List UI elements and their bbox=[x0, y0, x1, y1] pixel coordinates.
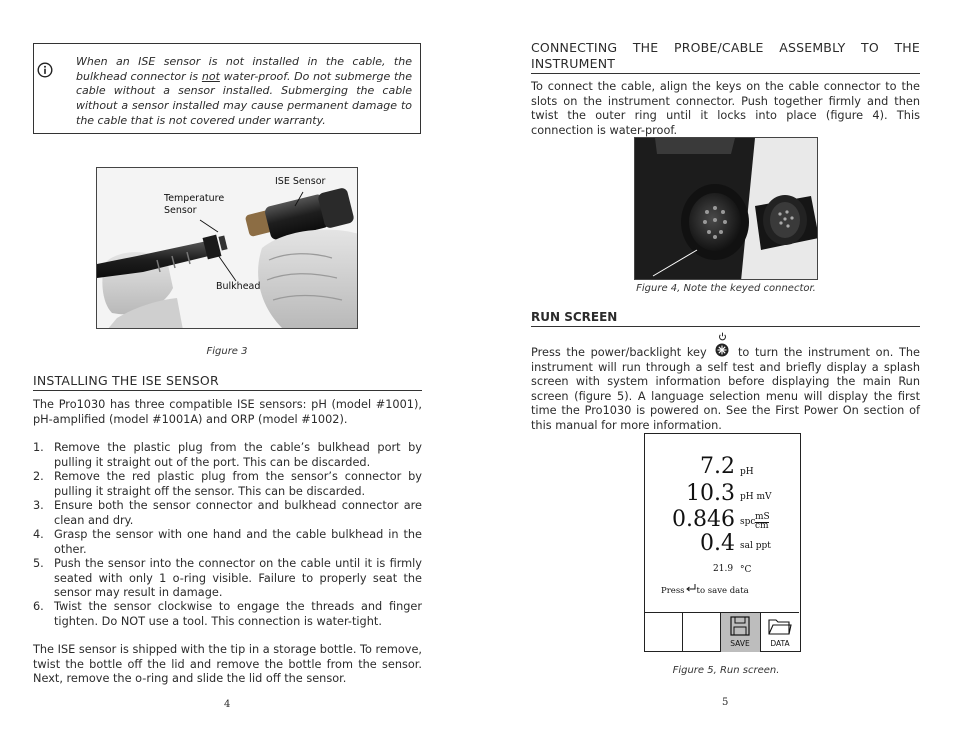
connecting-paragraph: To connect the cable, align the keys on the cable connector to the slots on the instrument connector. Push together firmly and then twist the outer ring until it locks into place (figure 4). This connection is water-proof. bbox=[531, 80, 920, 137]
figure-4-caption: Figure 4, Note the keyed connector. bbox=[636, 283, 816, 294]
step-text: Twist the sensor clockwise to engage the threads and finger tighten. Do NOT use a tool. This connection is water-tight. bbox=[54, 600, 422, 628]
softkey-save[interactable] bbox=[721, 613, 761, 652]
label-bulkhead: Bulkhead bbox=[216, 281, 261, 292]
figure-3-photo bbox=[96, 167, 358, 329]
step-number: 1. bbox=[33, 441, 44, 454]
run-screen-paragraph: Press the power/backlight key to turn the instrument on. The instrument will run through a self test and briefly display a splash screen with system information before displaying the main Run screen (figure 5). A language selection menu will display the first time the Pro1030 is powered on. See the First Power On section of this manual for more information. bbox=[531, 342, 920, 434]
step-text: Push the sensor into the connector on the cable until it is firmly seated with only 1 o-ring visible. Failure to properly seat the sensor may result in damage. bbox=[54, 557, 422, 600]
closing-paragraph: The ISE sensor is shipped with the tip in a storage bottle. To remove, twist the bottle off the lid and remove the bottle from the sensor. Next, remove the o-ring and slide the lid off the sensor. bbox=[33, 643, 422, 686]
temperature-value: 21.9 bbox=[713, 564, 734, 574]
step-number: 3. bbox=[33, 499, 44, 512]
step-text: Remove the red plastic plug from the sensor’s connector by pulling it straight off the sensor. This can be discarded. bbox=[54, 470, 422, 498]
step-number: 6. bbox=[33, 600, 44, 613]
figure-4-photo bbox=[634, 137, 818, 280]
section-title-run-screen: RUN SCREEN bbox=[531, 310, 920, 327]
label-temperature-sensor: Temperature Sensor bbox=[164, 193, 225, 216]
figure-3-caption: Figure 3 bbox=[206, 346, 248, 357]
folder-icon bbox=[768, 617, 792, 635]
section-title-connecting: CONNECTING THE PROBE/CABLE ASSEMBLY TO THE INSTRUMENT bbox=[531, 40, 920, 74]
save-prompt: Press to save data bbox=[661, 586, 749, 596]
softkey-data[interactable] bbox=[761, 613, 799, 652]
reading-unit-ph-mv: pH mV bbox=[740, 492, 772, 502]
reading-value-conductivity: 0.846 bbox=[672, 507, 735, 532]
step-text: Ensure both the sensor connector and bulkhead connector are clean and dry. bbox=[54, 499, 422, 527]
step-number: 4. bbox=[33, 528, 44, 541]
note-text: When an ISE sensor is not installed in the cable, the bulkhead connector is not water-proof. Do not submerge the cable without a sensor installed. Submerging the cable without a sensor installed may cause permanent damage to the cable that is not covered under warranty. bbox=[76, 55, 412, 127]
note-emphasis: not bbox=[201, 69, 220, 83]
reading-value-ph: 7.2 bbox=[700, 454, 735, 479]
connector-illustration bbox=[635, 138, 818, 280]
intro-paragraph: The Pro1030 has three compatible ISE sensors: pH (model #1001), pH-amplified (model #1001A) and ORP (model #1002). bbox=[33, 398, 422, 426]
power-backlight-key-icon bbox=[715, 344, 729, 358]
softkey-save-label: SAVE bbox=[730, 639, 750, 648]
run-screen-display: 7.2 pH 10.3 pH mV 0.846 spc mS cm 0.4 sal ppt 21.9 °C Press to save data SAVE DATA bbox=[644, 433, 801, 652]
softkey-1[interactable] bbox=[645, 613, 683, 652]
figure-5-caption: Figure 5, Run screen. bbox=[672, 665, 780, 676]
softkey-data-label: DATA bbox=[770, 639, 790, 648]
label-ise-sensor: ISE Sensor bbox=[275, 176, 326, 187]
step-text: Remove the plastic plug from the cable’s bulkhead port by pulling it straight out of the port. This can be discarded. bbox=[54, 441, 422, 469]
reading-value-salinity: 0.4 bbox=[700, 531, 735, 556]
reading-unit-ph: pH bbox=[740, 467, 754, 477]
softkey-bar bbox=[645, 612, 799, 652]
warning-note bbox=[33, 43, 421, 134]
reading-unit-salinity: sal ppt bbox=[740, 541, 771, 551]
section-title-installing: INSTALLING THE ISE SENSOR bbox=[33, 373, 422, 391]
step-number: 5. bbox=[33, 557, 44, 570]
enter-key-icon bbox=[686, 585, 696, 593]
softkey-2[interactable] bbox=[683, 613, 721, 652]
reading-value-ph-mv: 10.3 bbox=[686, 481, 735, 506]
page-number-left: 4 bbox=[224, 699, 231, 710]
temperature-unit: °C bbox=[740, 565, 752, 575]
info-icon bbox=[37, 62, 53, 78]
save-disk-icon bbox=[730, 616, 750, 636]
step-number: 2. bbox=[33, 470, 44, 483]
page-number-right: 5 bbox=[722, 697, 729, 708]
step-text: Grasp the sensor with one hand and the cable bulkhead in the other. bbox=[54, 528, 422, 556]
